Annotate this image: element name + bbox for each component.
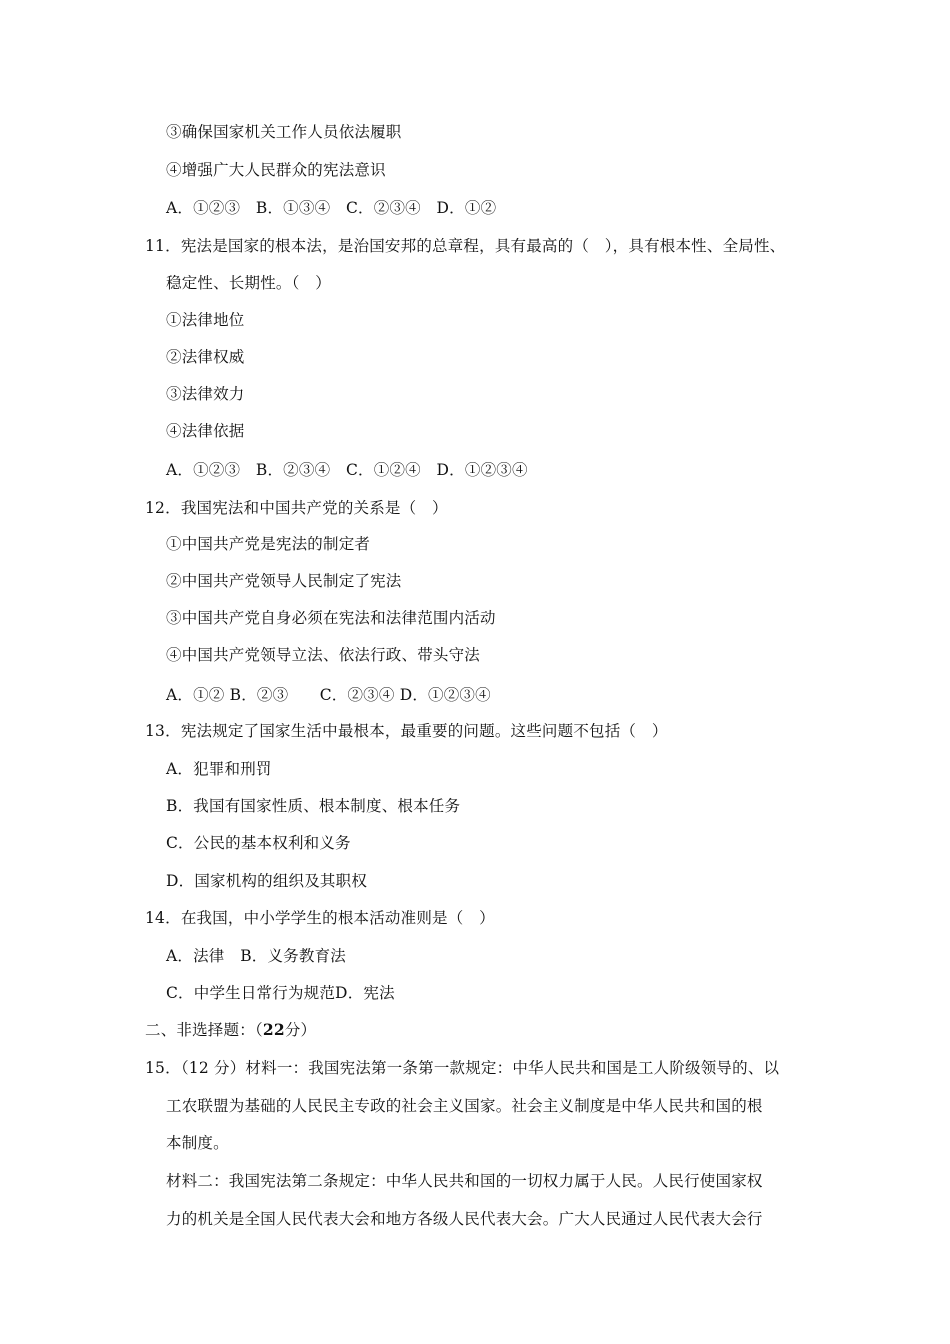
q15-line1: 15．（12 分）材料一：我国宪法第一条第一款规定：中华人民共和国是工人阶级领导的、以: [145, 1059, 780, 1077]
q12-stem: 12．我国宪法和中国共产党的关系是（ ）: [145, 499, 448, 517]
q13-option-d: D．国家机构的组织及其职权: [166, 872, 368, 890]
q11-stem-line2: 稳定性、长期性。（ ）: [166, 274, 331, 292]
q14-options-line1: A．法律 B．义务教育法: [166, 947, 346, 965]
q15-material2-line2: 力的机关是全国人民代表大会和地方各级人民代表大会。广大人民通过人民代表大会行: [166, 1210, 763, 1228]
q12-item-4: ④中国共产党领导立法、依法行政、带头守法: [166, 646, 481, 664]
section-2-heading-suffix: 分）: [284, 1021, 317, 1039]
q11-item-2: ②法律权威: [166, 348, 245, 366]
q13-option-b: B．我国有国家性质、根本制度、根本任务: [166, 797, 461, 815]
q12-options: A．①② B．②③ C．②③④ D．①②③④: [166, 686, 491, 704]
q13-option-c: C．公民的基本权利和义务: [166, 834, 351, 852]
q15-line3: 本制度。: [166, 1134, 229, 1152]
q12-item-1: ①中国共产党是宪法的制定者: [166, 535, 371, 553]
q11-stem-line1: 11．宪法是国家的根本法，是治国安邦的总章程，具有最高的（ ），具有根本性、全局性、: [145, 237, 786, 255]
q15-material2-line1: 材料二：我国宪法第二条规定：中华人民共和国的一切权力属于人民。人民行使国家权: [166, 1172, 763, 1190]
q10-options: A．①②③ B．①③④ C．②③④ D．①②: [166, 199, 497, 217]
section-2-heading: [145, 1019, 316, 1041]
q13-stem: 13．宪法规定了国家生活中最根本，最重要的问题。这些问题不包括（ ）: [145, 722, 668, 740]
q12-item-2: ②中国共产党领导人民制定了宪法: [166, 572, 402, 590]
q11-item-1: ①法律地位: [166, 311, 245, 329]
q12-item-3: ③中国共产党自身必须在宪法和法律范围内活动: [166, 609, 496, 627]
section-2-score: 22: [262, 1020, 285, 1039]
q11-item-3: ③法律效力: [166, 385, 245, 403]
q11-options: A．①②③ B．②③④ C．①②④ D．①②③④: [166, 461, 528, 479]
q11-item-4: ④法律依据: [166, 422, 245, 440]
q14-stem: 14．在我国，中小学学生的根本活动准则是（ ）: [145, 909, 495, 927]
q10-item-3: ③确保国家机关工作人员依法履职: [166, 123, 402, 141]
q14-options-line2: C．中学生日常行为规范D．宪法: [166, 984, 395, 1002]
section-2-heading-prefix: 二、非选择题：（: [145, 1021, 263, 1039]
q10-item-4: ④增强广大人民群众的宪法意识: [166, 161, 386, 179]
q15-line2: 工农联盟为基础的人民民主专政的社会主义国家。社会主义制度是中华人民共和国的根: [166, 1097, 763, 1115]
q13-option-a: A．犯罪和刑罚: [166, 760, 272, 778]
